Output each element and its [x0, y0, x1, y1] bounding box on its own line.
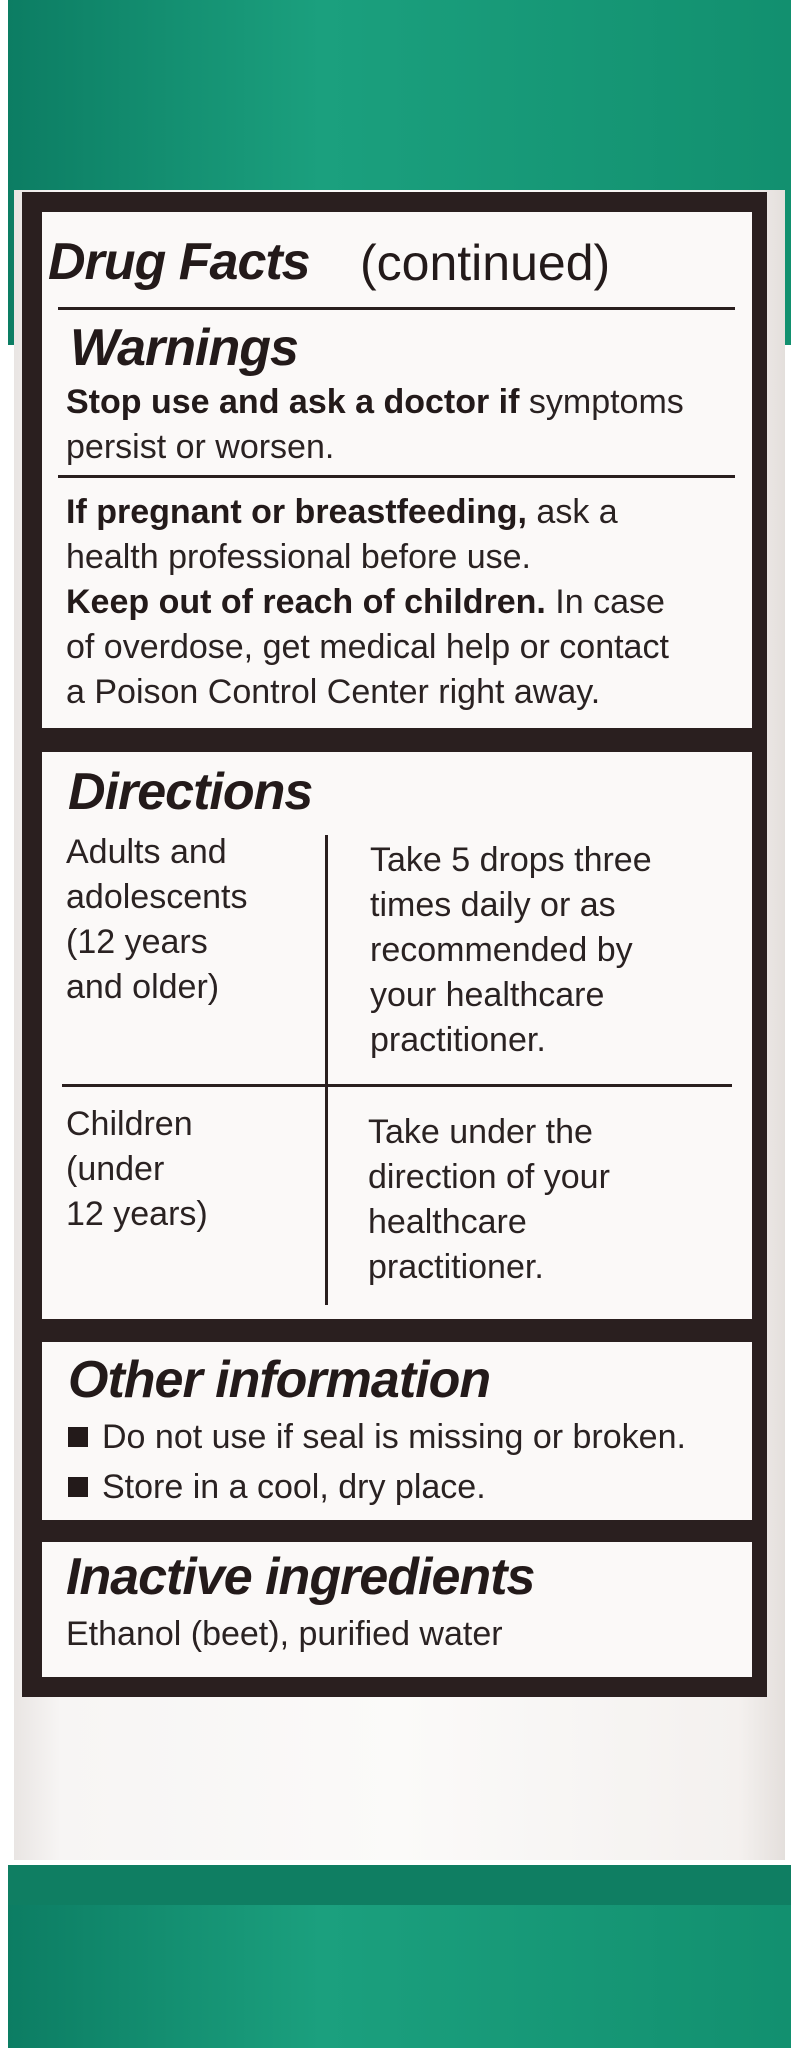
drug-facts-title: Drug Facts: [48, 233, 310, 291]
children-text-3: a Poison Control Center right away.: [66, 673, 601, 711]
directions-column-divider: [325, 835, 328, 1305]
directions-row-children-who: [66, 1102, 208, 1237]
children-bold: Keep out of reach of children.: [66, 583, 546, 621]
adults-who-line: (12 years: [66, 923, 208, 961]
other-info-item: [68, 1418, 686, 1457]
inactive-ingredients-text: Ethanol (beet), purified water: [66, 1615, 503, 1653]
pregnant-text-1: ask a: [536, 493, 618, 531]
directions-row-adults-dose: [370, 838, 652, 1063]
adults-who-line: Adults and: [66, 833, 227, 871]
drug-facts-continued: (continued): [360, 235, 611, 291]
stop-use-bold: Stop use and ask a doctor if: [66, 383, 520, 421]
inactive-ingredients-heading: Inactive ingredients: [66, 1548, 535, 1606]
pregnant-text-2: health professional before use.: [66, 538, 531, 576]
directions-row-divider: [62, 1084, 732, 1087]
other-info-item-text: Store in a cool, dry place.: [102, 1468, 486, 1506]
stop-use-warning: [66, 380, 684, 470]
other-info-item: [68, 1468, 486, 1507]
directions-row-adults-who: [66, 830, 247, 1010]
adults-who-line: adolescents: [66, 878, 248, 916]
directions-heading: Directions: [68, 763, 313, 821]
adults-dose-line: times daily or as: [370, 886, 616, 924]
square-bullet-icon: [68, 1427, 88, 1447]
warnings-heading: Warnings: [70, 319, 298, 377]
children-who-line: (under: [66, 1150, 165, 1188]
children-who-line: Children: [66, 1105, 193, 1143]
children-text-2: of overdose, get medical help or contact: [66, 628, 669, 666]
children-dose-line: practitioner.: [368, 1248, 544, 1286]
adults-who-line: and older): [66, 968, 220, 1006]
directions-row-children-dose: [368, 1110, 610, 1290]
square-bullet-icon: [68, 1477, 88, 1497]
children-dose-line: Take under the: [368, 1113, 593, 1151]
pregnant-bold: If pregnant or breastfeeding,: [66, 493, 527, 531]
warnings-rule: [58, 475, 735, 478]
stop-use-text-1: symptoms: [528, 383, 684, 421]
pregnancy-warning: [66, 490, 669, 715]
box-bottom-green-band: [8, 1865, 791, 2048]
stop-use-text-2: persist or worsen.: [66, 428, 335, 466]
children-dose-line: direction of your: [368, 1158, 610, 1196]
children-who-line: 12 years): [66, 1195, 208, 1233]
adults-dose-line: your healthcare: [370, 976, 605, 1014]
other-information-heading: Other information: [68, 1351, 491, 1409]
title-rule: [58, 307, 735, 310]
other-info-item-text: Do not use if seal is missing or broken.: [102, 1418, 686, 1456]
adults-dose-line: Take 5 drops three: [370, 841, 652, 879]
children-text-1: In case: [555, 583, 665, 621]
adults-dose-line: recommended by: [370, 931, 633, 969]
children-dose-line: healthcare: [368, 1203, 527, 1241]
adults-dose-line: practitioner.: [370, 1021, 546, 1059]
